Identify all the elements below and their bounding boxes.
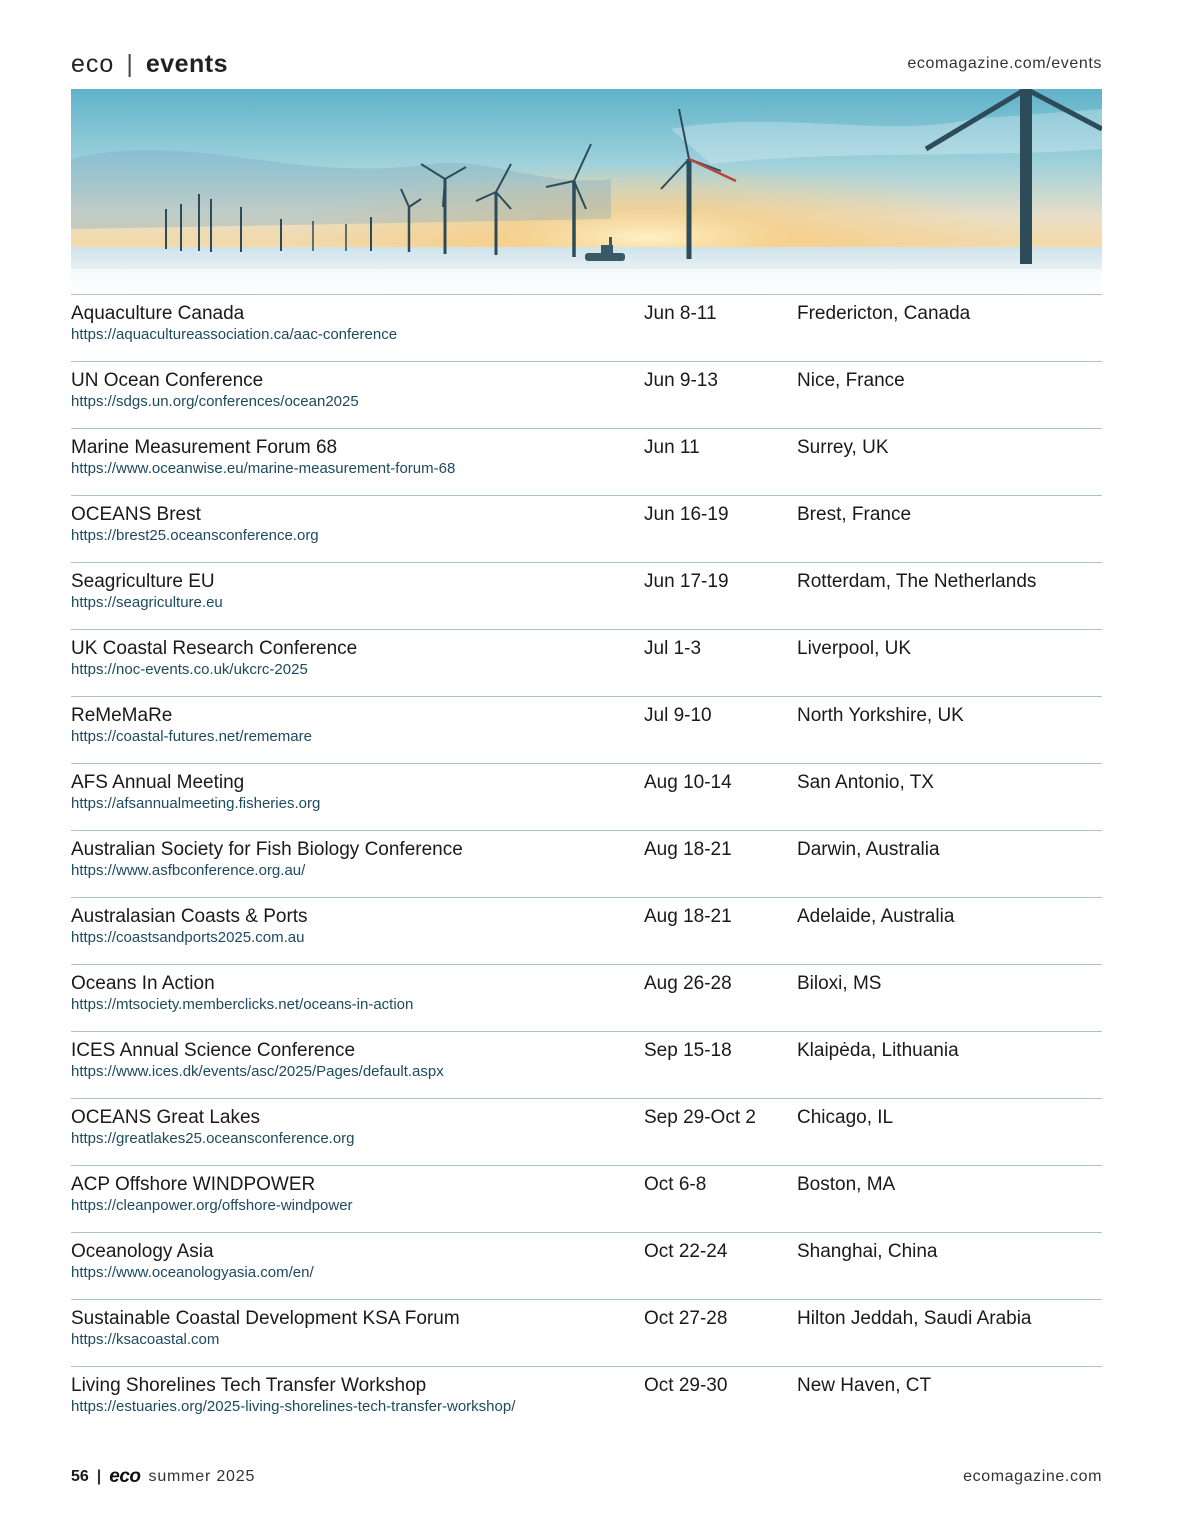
event-url-link[interactable]: https://coastsandports2025.com.au [71, 929, 305, 946]
event-location: New Haven, CT [797, 1375, 932, 1396]
event-name: Oceanology Asia [71, 1241, 214, 1262]
event-name: ReMeMaRe [71, 705, 173, 726]
event-row [71, 563, 1102, 630]
event-name: AFS Annual Meeting [71, 772, 245, 793]
event-row [71, 496, 1102, 563]
event-url-link[interactable]: https://seagriculture.eu [71, 594, 223, 611]
event-date: Jul 1-3 [644, 638, 702, 659]
event-location: Biloxi, MS [797, 973, 882, 994]
event-date: Jun 8-11 [644, 303, 717, 324]
event-row [71, 630, 1102, 697]
event-row [71, 697, 1102, 764]
brand-title [71, 50, 228, 79]
event-date: Oct 29-30 [644, 1375, 728, 1396]
event-row [71, 764, 1102, 831]
event-url-link[interactable]: https://greatlakes25.oceansconference.org [71, 1130, 355, 1147]
event-date: Aug 26-28 [644, 973, 732, 994]
event-location: Nice, France [797, 370, 905, 391]
event-date: Jun 9-13 [644, 370, 718, 391]
hero-image-wind-turbines [71, 89, 1102, 295]
event-name: OCEANS Great Lakes [71, 1107, 261, 1128]
brand-name: eco [71, 49, 115, 78]
event-url-link[interactable]: https://brest25.oceansconference.org [71, 527, 319, 544]
event-name: ICES Annual Science Conference [71, 1040, 356, 1061]
event-row [71, 1367, 1102, 1433]
event-row [71, 362, 1102, 429]
header-url-link[interactable]: ecomagazine.com/events [907, 55, 1102, 72]
event-name: UK Coastal Research Conference [71, 638, 358, 659]
event-row [71, 429, 1102, 496]
event-url-link[interactable]: https://cleanpower.org/offshore-windpower [71, 1197, 353, 1214]
event-url-link[interactable]: https://www.oceanologyasia.com/en/ [71, 1264, 314, 1281]
event-row [71, 295, 1102, 362]
event-location: Shanghai, China [797, 1241, 938, 1262]
event-row [71, 1300, 1102, 1367]
event-location: Darwin, Australia [797, 839, 940, 860]
event-row [71, 1233, 1102, 1300]
page-footer [71, 1465, 1102, 1489]
event-row [71, 831, 1102, 898]
event-url-link[interactable]: https://noc-events.co.uk/ukcrc-2025 [71, 661, 308, 678]
event-name: Australian Society for Fish Biology Conference [71, 839, 463, 860]
event-name: ACP Offshore WINDPOWER [71, 1174, 316, 1195]
event-location: Brest, France [797, 504, 912, 525]
event-url-link[interactable]: https://ksacoastal.com [71, 1331, 220, 1348]
event-location: Boston, MA [797, 1174, 896, 1195]
section-name: events [145, 49, 229, 78]
events-table [71, 295, 1102, 1433]
event-url-link[interactable]: https://coastal-futures.net/rememare [71, 728, 312, 745]
event-date: Aug 18-21 [644, 839, 732, 860]
event-url-link[interactable]: https://aquacultureassociation.ca/aac-conference [71, 326, 398, 343]
event-location: Liverpool, UK [797, 638, 912, 659]
event-location: Fredericton, Canada [797, 303, 971, 324]
event-date: Jun 11 [644, 437, 700, 458]
event-name: UN Ocean Conference [71, 370, 264, 391]
event-date: Jun 17-19 [644, 571, 729, 592]
event-name: OCEANS Brest [71, 504, 201, 525]
event-date: Aug 18-21 [644, 906, 732, 927]
event-name: Living Shorelines Tech Transfer Workshop [71, 1375, 427, 1396]
footer-url-link[interactable]: ecomagazine.com [963, 1468, 1102, 1485]
event-location: Klaipėda, Lithuania [797, 1040, 959, 1061]
event-name: Sustainable Coastal Development KSA Forum [71, 1308, 460, 1329]
event-location: Rotterdam, The Netherlands [797, 571, 1037, 592]
event-url-link[interactable]: https://afsannualmeeting.fisheries.org [71, 795, 321, 812]
event-url-link[interactable]: https://www.oceanwise.eu/marine-measurement-forum-68 [71, 460, 456, 477]
eco-logo: eco [109, 1466, 141, 1487]
event-url-link[interactable]: https://sdgs.un.org/conferences/ocean2025 [71, 393, 359, 410]
event-name: Australasian Coasts & Ports [71, 906, 308, 927]
event-name: Seagriculture EU [71, 571, 215, 592]
event-date: Jul 9-10 [644, 705, 712, 726]
issue-label: summer 2025 [148, 1468, 256, 1485]
page-header [71, 48, 1102, 80]
event-row [71, 1166, 1102, 1233]
event-location: Chicago, IL [797, 1107, 894, 1128]
event-date: Oct 27-28 [644, 1308, 728, 1329]
brand-separator: | [126, 49, 134, 78]
event-row [71, 1032, 1102, 1099]
event-row [71, 965, 1102, 1032]
event-location: North Yorkshire, UK [797, 705, 964, 726]
event-date: Aug 10-14 [644, 772, 732, 793]
event-name: Aquaculture Canada [71, 303, 245, 324]
event-date: Oct 22-24 [644, 1241, 728, 1262]
event-name: Oceans In Action [71, 973, 215, 994]
event-location: Hilton Jeddah, Saudi Arabia [797, 1308, 1032, 1329]
event-url-link[interactable]: https://www.asfbconference.org.au/ [71, 862, 306, 879]
event-row [71, 1099, 1102, 1166]
event-date: Oct 6-8 [644, 1174, 707, 1195]
event-row [71, 898, 1102, 965]
event-location: San Antonio, TX [797, 772, 934, 793]
event-url-link[interactable]: https://www.ices.dk/events/asc/2025/Pages/default.aspx [71, 1063, 444, 1080]
event-url-link[interactable]: https://estuaries.org/2025-living-shorelines-tech-transfer-workshop/ [71, 1398, 516, 1415]
event-date: Jun 16-19 [644, 504, 729, 525]
event-location: Surrey, UK [797, 437, 889, 458]
page-number: 56 [71, 1468, 89, 1485]
event-name: Marine Measurement Forum 68 [71, 437, 338, 458]
event-date: Sep 29-Oct 2 [644, 1107, 756, 1128]
event-location: Adelaide, Australia [797, 906, 955, 927]
event-url-link[interactable]: https://mtsociety.memberclicks.net/oceans-in-action [71, 996, 414, 1013]
footer-separator: | [96, 1468, 102, 1485]
event-date: Sep 15-18 [644, 1040, 732, 1061]
